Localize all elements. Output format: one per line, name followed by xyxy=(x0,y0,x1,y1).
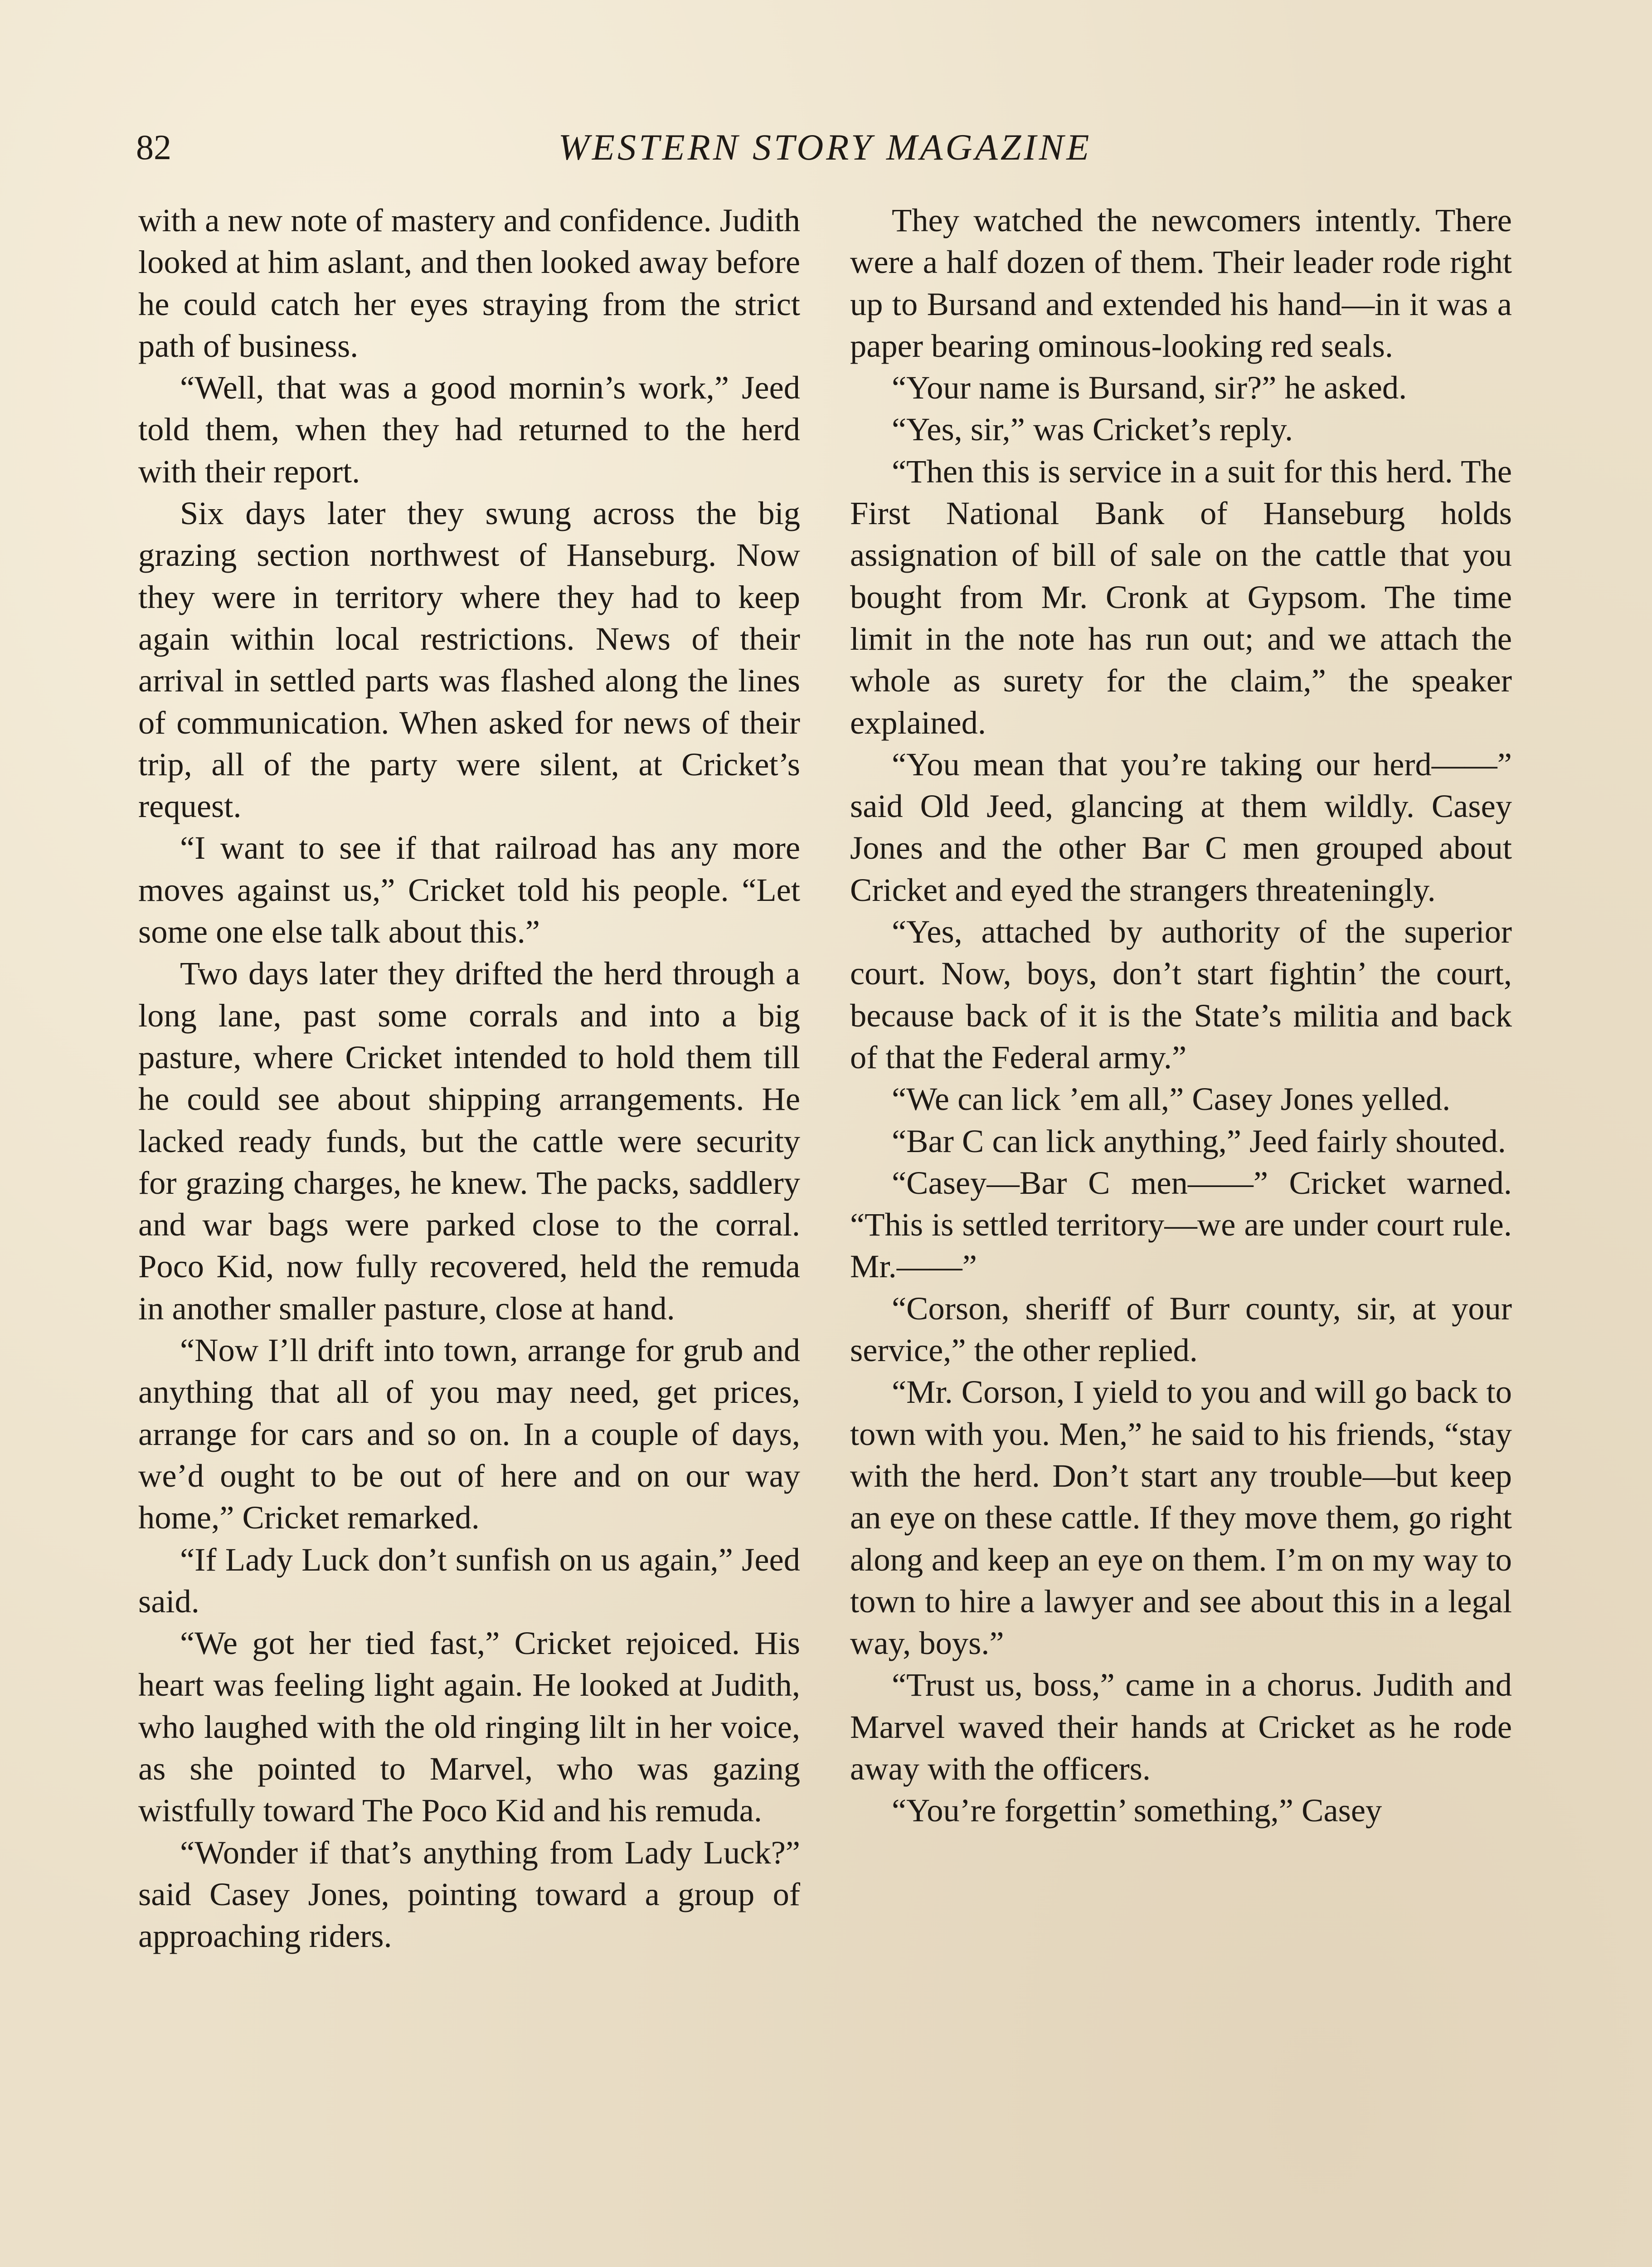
paragraph: “You’re forgettin’ something,” Casey xyxy=(892,1792,1382,1829)
running-head: WESTERN STORY MAGAZINE xyxy=(558,126,1092,168)
paragraph: “Your name is Bursand, sir?” he asked. xyxy=(892,369,1407,406)
paragraph: “Corson, sheriff of Burr county, sir, at your service,” the other replied. xyxy=(850,1289,1512,1369)
paragraph: “If Lady Luck don’t sunfish on us again,” Jeed said. xyxy=(138,1541,800,1620)
paragraph: “Bar C can lick anything,” Jeed fairly shouted. xyxy=(892,1122,1506,1159)
paragraph: “You mean that you’re taking our herd——” said Old Jeed, glancing at them wildly. Casey Jones and the other Bar C men grouped about Cricket and eyed the strangers threateningly. xyxy=(850,745,1512,908)
text-column-left xyxy=(138,199,800,1957)
paragraph: “Wonder if that’s anything from Lady Luck?” said Casey Jones, pointing toward a group of approaching riders. xyxy=(138,1834,800,1955)
paragraph: “Yes, sir,” was Cricket’s reply. xyxy=(892,411,1293,448)
paragraph: “We got her tied fast,” Cricket rejoiced. His heart was feeling light again. He looked at Judith, who laughed with the old ringing lilt in her voice, as she pointed to Marvel, who was gazing wistfully toward The Poco Kid and his remuda. xyxy=(138,1625,800,1829)
text-column-right xyxy=(850,199,1512,1832)
paragraph: “Then this is service in a suit for this herd. The First National Bank of Hanseburg holds assignation of bill of sale on the cattle that you bought from Mr. Cronk at Gypsom. The time limit in the note has run out; and we attach the whole as surety for the claim,” the speaker explained. xyxy=(850,452,1512,741)
paragraph: “I want to see if that railroad has any more moves against us,” Cricket told his people. “Let some one else talk about this.” xyxy=(138,829,800,950)
paragraph: Two days later they drifted the herd through a long lane, past some corrals and into a big pasture, where Cricket intended to hold them till he could see about shipping arrangements. He lacked ready funds, but the cattle were security for grazing charges, he knew. The packs, saddlery and war bags were parked close to the corral. Poco Kid, now fully recovered, held the remuda in another smaller pasture, close at hand. xyxy=(138,955,800,1327)
paragraph: with a new note of mastery and confidence. Judith looked at him aslant, and then looked away before he could catch her eyes straying from the strict path of business. xyxy=(138,202,800,364)
paragraph: “Trust us, boss,” came in a chorus. Judith and Marvel waved their hands at Cricket as he rode away with the officers. xyxy=(850,1666,1512,1787)
paragraph: “Mr. Corson, I yield to you and will go back to town with you. Men,” he said to his friends, “stay with the herd. Don’t start any trouble—but keep an eye on these cattle. If they move them, go right along and keep an eye on them. I’m on my way to town to hire a lawyer and see about this in a legal way, boys.” xyxy=(850,1373,1512,1662)
paragraph: “We can lick ’em all,” Casey Jones yelled. xyxy=(892,1080,1451,1118)
paragraph: They watched the newcomers intently. There were a half dozen of them. Their leader rode right up to Bursand and extended his hand—in it was a paper bearing ominous-looking red seals. xyxy=(850,202,1512,364)
page-header xyxy=(136,122,1514,172)
page-number: 82 xyxy=(136,127,171,167)
paragraph: “Casey—Bar C men——” Cricket warned. “This is settled territory—we are under court rule. Mr.——” xyxy=(850,1164,1512,1285)
paragraph: “Well, that was a good mornin’s work,” Jeed told them, when they had returned to the herd with their report. xyxy=(138,369,800,490)
paragraph: “Yes, attached by authority of the superior court. Now, boys, don’t start fightin’ the court, because back of it is the State’s militia and back of that the Federal army.” xyxy=(850,913,1512,1075)
paragraph: “Now I’ll drift into town, arrange for grub and anything that all of you may need, get prices, arrange for cars and so on. In a couple of days, we’d ought to be out of here and on our way home,” Cricket remarked. xyxy=(138,1332,800,1536)
paragraph: Six days later they swung across the big grazing section northwest of Hanseburg. Now they were in territory where they had to keep again within local restrictions. News of their arrival in settled parts was flashed along the lines of communication. When asked for news of their trip, all of the party were silent, at Cricket’s request. xyxy=(138,495,800,825)
